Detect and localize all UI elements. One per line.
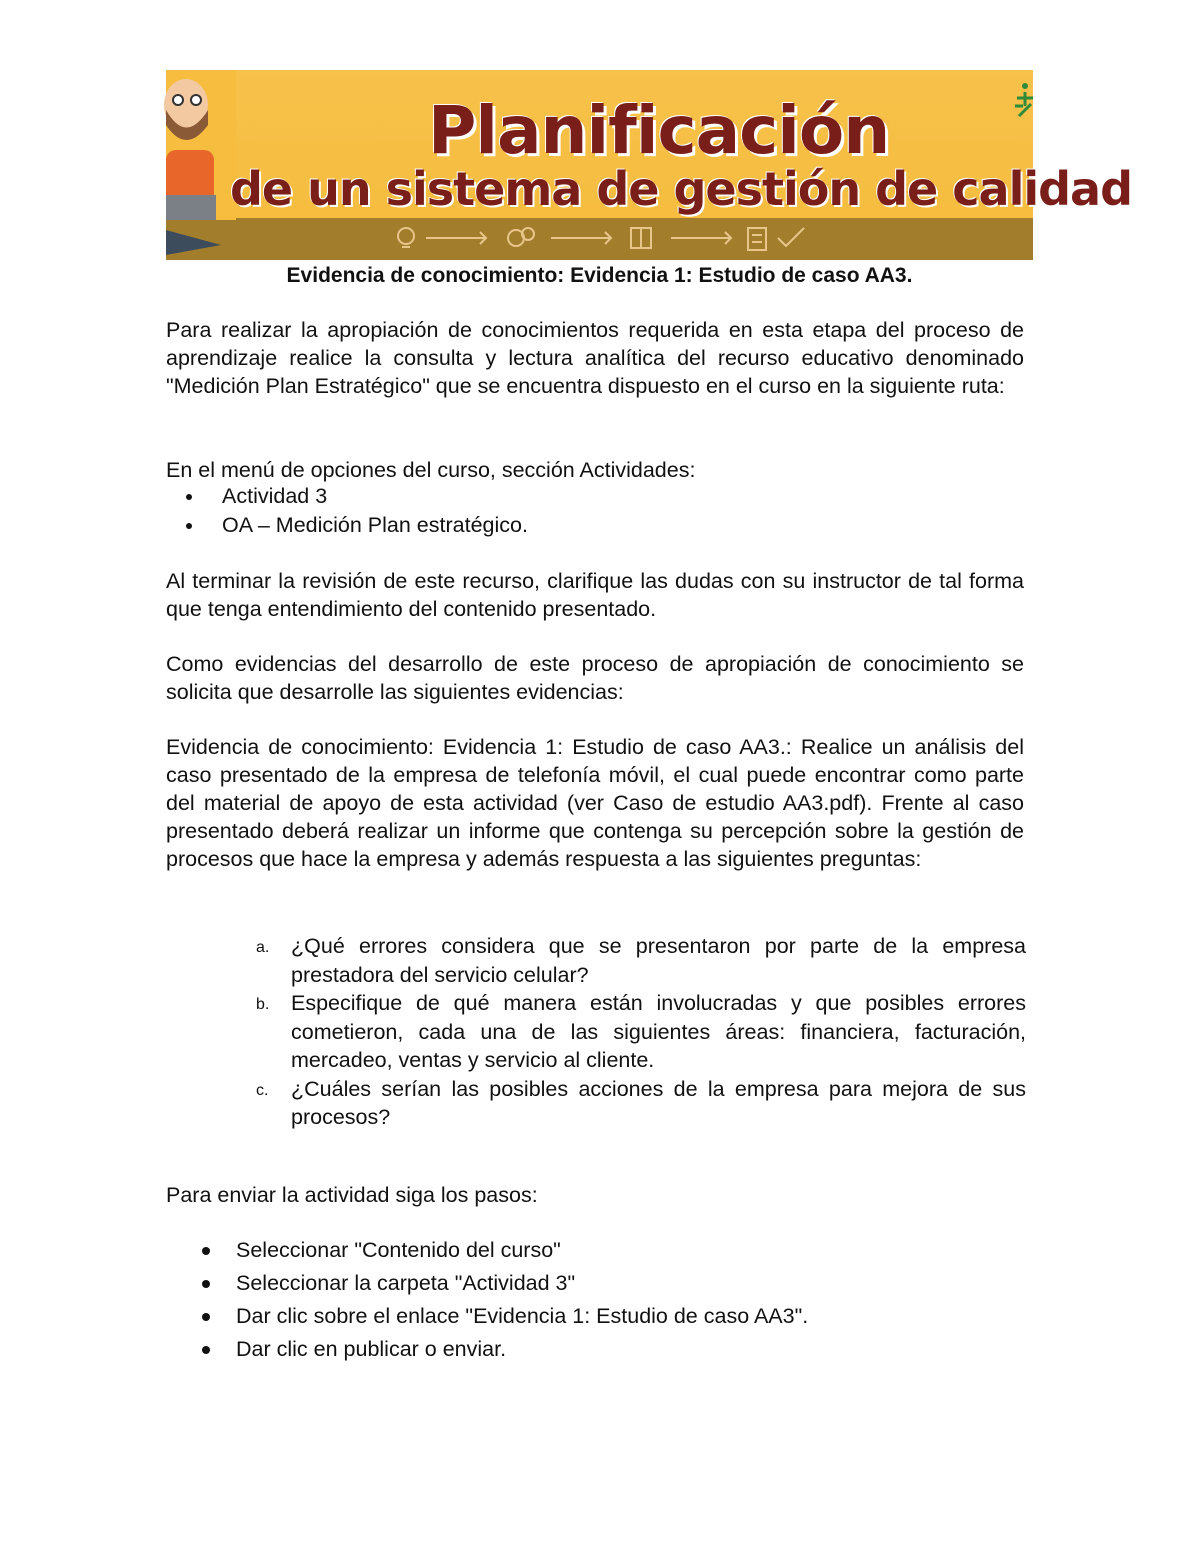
submit-lead: Para enviar la actividad siga los pasos: [166, 1183, 538, 1207]
evidence-label: Evidencia de conocimiento: Evidencia 1: Estudio de caso AA3.: [166, 735, 792, 759]
bullet-icon [202, 1280, 210, 1288]
bullet-icon [202, 1313, 210, 1321]
banner-title-line2: de un sistema de gestión de calidad [230, 162, 1133, 216]
arrow-icon [671, 232, 731, 244]
course-banner [166, 70, 1133, 260]
arrow-icon [551, 232, 611, 244]
puzzle-icon [631, 228, 651, 248]
question-item: a. ¿Qué errores considera que se presentaron por parte de la empresa prestadora del servicio celular? [256, 934, 1026, 987]
list-item: OA – Medición Plan estratégico. [166, 511, 528, 540]
list-item: Dar clic en publicar o enviar. [166, 1333, 808, 1366]
evidences-request-paragraph: Como evidencias del desarrollo de este proceso de apropiación de conocimiento se solicita que desarrolle las siguientes evidencias: [166, 652, 1024, 704]
evidence-heading: Evidencia de conocimiento: Evidencia 1: Estudio de caso AA3. [286, 264, 913, 287]
question-item: b. Especifique de qué manera están involucradas y que posibles errores cometieron, cada una de las siguientes áreas: financiera, facturación, mercadeo, ventas y servicio al cliente. [256, 991, 1026, 1072]
banner-title-line1: Planificación [428, 92, 890, 169]
gears-icon [508, 228, 534, 246]
list-item: Dar clic sobre el enlace "Evidencia 1: Estudio de caso AA3". [166, 1300, 808, 1333]
question-item: c. ¿Cuáles serían las posibles acciones de la empresa para mejora de sus procesos? [256, 1076, 1026, 1129]
bullet-icon [186, 523, 192, 529]
arrow-icon [426, 232, 486, 244]
checklist-icon [748, 228, 766, 250]
sena-logo [1003, 76, 1033, 136]
list-item: Seleccionar "Contenido del curso" [166, 1234, 808, 1267]
bullet-icon [186, 494, 192, 500]
clarify-paragraph: Al terminar la revisión de este recurso, clarifique las dudas con su instructor de tal forma que tenga entendimiento del contenido presentado. [166, 569, 1024, 621]
checkmark-icon [778, 228, 804, 246]
character-illustration [166, 70, 236, 260]
questions-list [256, 932, 1026, 1132]
evidence-text: Realice un análisis del caso presentado de la empresa de telefonía móvil, el cual puede encontrar como parte del material de apoyo de esta actividad (ver Caso de estudio AA3.pdf). Frente al caso presentado deberá realizar un informe que contenga su percepción sobre la gestión de procesos que hace la empresa y además respuesta a las siguientes preguntas: [166, 735, 1024, 871]
lightbulb-icon [398, 228, 414, 247]
list-item: Seleccionar la carpeta "Actividad 3" [166, 1267, 808, 1300]
menu-path-lead: En el menú de opciones del curso, sección Actividades: [166, 458, 696, 482]
bullet-icon [202, 1346, 210, 1354]
process-icons-strip [386, 220, 816, 260]
list-item: Actividad 3 [166, 482, 528, 511]
intro-paragraph: Para realizar la apropiación de conocimientos requerida en esta etapa del proceso de aprendizaje realice la consulta y lectura analítica del recurso educativo denominado "Medición Plan Estratégico" que se encuentra dispuesto en el curso en la siguiente ruta: [166, 318, 1024, 398]
menu-path-list [166, 482, 528, 540]
submit-steps-list [166, 1234, 808, 1366]
bullet-icon [202, 1247, 210, 1255]
evidence-description [166, 733, 1024, 873]
